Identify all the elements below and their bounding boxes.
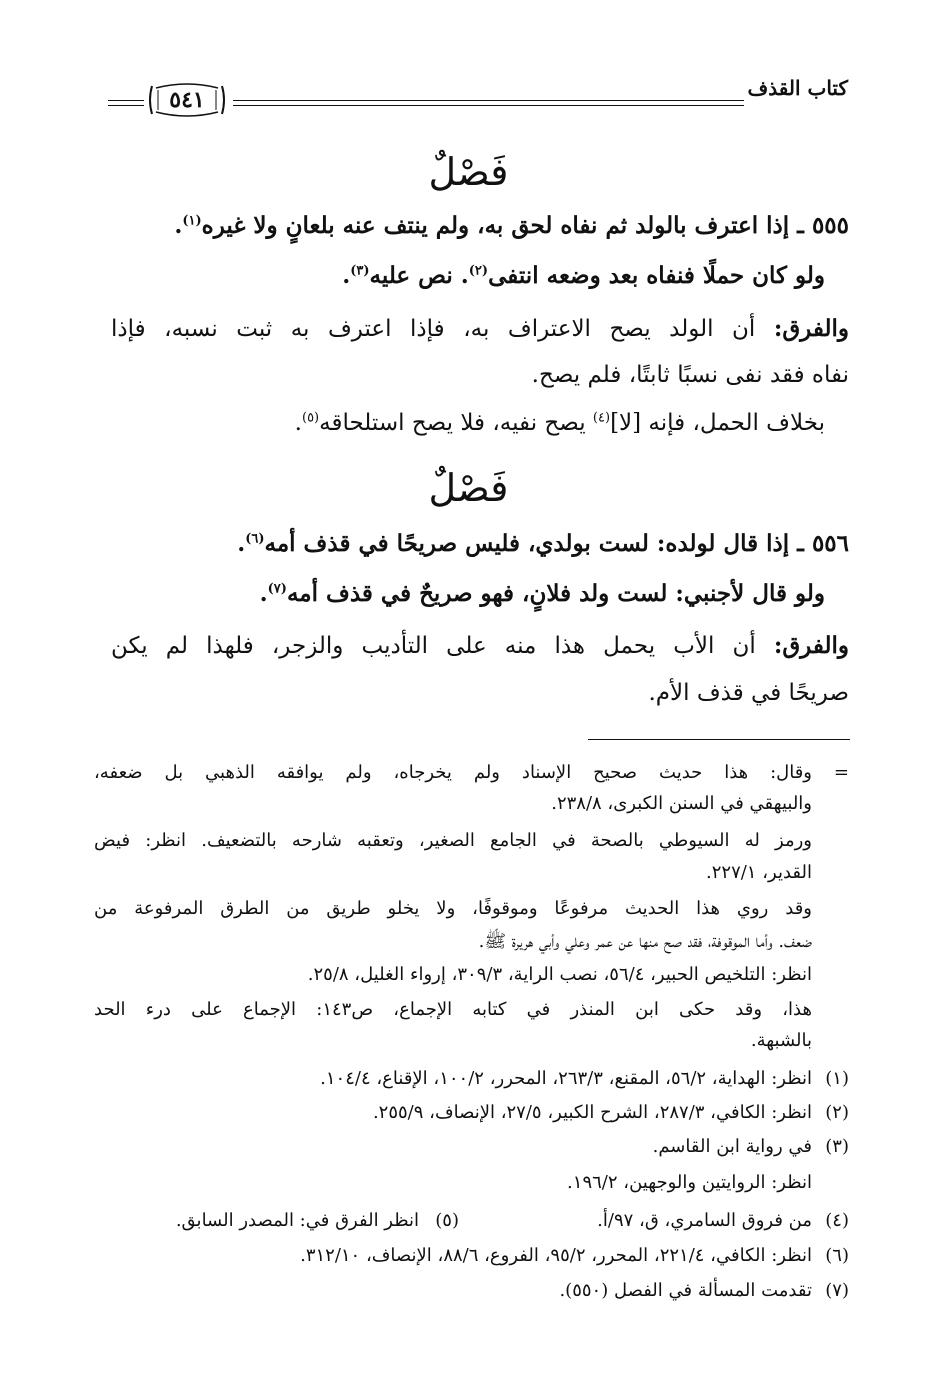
footnote-text: في رواية ابن القاسم. xyxy=(652,1136,812,1157)
footnote-number: (٢) xyxy=(825,1102,849,1123)
footnote-number: (٧) xyxy=(825,1280,849,1301)
difference-paragraph-line-3: بخلاف الحمل، فإنه [لا]$^{(٤)}$ يصح نفيه، فلا يصح استلحاقه$^{(٥)}$. xyxy=(294,410,825,436)
footnote-text: انظر: الكافي، ٢٨٧/٣، الشرح الكبير، ٢٧/٥، الإنصاف، ٢٥٥/٩. xyxy=(372,1102,812,1123)
header-rule-right xyxy=(233,100,744,101)
difference-paragraph-line-2: نفاه فقد نفى نسبًا ثابتًا، فلم يصح. xyxy=(531,362,849,388)
difference-paragraph-line-1: والفرق: أن الولد يصح الاعتراف به، فإذا اعترف به ثبت نسبه، فإذا xyxy=(111,315,849,342)
difference-paragraph-2-line-1: والفرق: أن الأب يحمل هذا منه على التأديب والزجر، فلهذا لم يكن xyxy=(111,632,849,659)
issue-555-line-1: ٥٥٥ ـ إذا اعترف بالولد ثم نفاه لحق به، ولم ينتف عنه بلعانٍ ولا غيره$^{(١)}$. xyxy=(174,212,849,239)
page-number-ornament xyxy=(146,82,228,118)
footnote-number: (٥) xyxy=(435,1210,459,1231)
book-title: كتاب القذف xyxy=(747,76,848,100)
footnote-continuation-line: والبيهقي في السنن الكبرى، ٢٣٨/٨. xyxy=(551,793,812,814)
issue-556-line-2: ولو قال لأجنبي: لست ولد فلانٍ، فهو صريحٌ في قذف أمه$^{(٧)}$. xyxy=(259,580,825,607)
section-heading-2: فَصْلٌ xyxy=(428,466,509,510)
footnote-text: من فروق السامري، ق، ٩٧/أ. xyxy=(597,1210,812,1231)
footnote-continuation-line: انظر: التلخيص الحبير، ٥٦/٤، نصب الراية، ٣٠٩/٣، إرواء الغليل، ٢٥/٨. xyxy=(307,964,812,985)
footnote-continuation-line: ضعف. وأما الموقوفة، فقد صح منها عن عمر وعلي وأبي هريرة ﷺ. xyxy=(478,931,812,952)
issue-555-line-2: ولو كان حملًا فنفاه بعد وضعه انتفى$^{(٢)}$. نص عليه$^{(٣)}$. xyxy=(342,262,825,289)
footnote-number: (٦) xyxy=(825,1245,849,1266)
footnote-text: انظر: الهداية، ٥٦/٢، المقنع، ٢٦٣/٣، المحرر، ١٠٠/٢، الإقناع، ١٠٤/٤. xyxy=(320,1068,812,1089)
footnote-text: انظر: الروايتين والوجهين، ١٩٦/٢. xyxy=(567,1172,812,1193)
footnote-text: تقدمت المسألة في الفصل (٥٥٠). xyxy=(559,1280,812,1301)
difference-paragraph-2-line-2: صريحًا في قذف الأم. xyxy=(648,680,849,706)
footnote-number: (١) xyxy=(825,1068,849,1089)
section-heading: فَصْلٌ xyxy=(428,150,509,194)
footnote-separator xyxy=(588,739,850,740)
issue-556-line-1: ٥٥٦ ـ إذا قال لولده: لست بولدي، فليس صريحًا في قذف أمه$^{(٦)}$. xyxy=(237,530,849,557)
footnote-continuation-line: وقد روي هذا الحديث مرفوعًا وموقوفًا، ولا يخلو طريق من الطرق المرفوعة من xyxy=(94,898,812,919)
footnote-continuation-line: ورمز له السيوطي بالصحة في الجامع الصغير، وتعقبه شارحه بالتضعيف. انظر: فيض xyxy=(94,830,812,851)
footnote-continuation-line: القدير، ٢٢٧/١. xyxy=(706,862,812,883)
continuation-marker: = xyxy=(833,762,849,783)
page-number: ٥٤١ xyxy=(169,87,205,113)
footnote-text: انظر: الكافي، ٢٢١/٤، المحرر، ٩٥/٢، الفروع، ٨٨/٦، الإنصاف، ٣١٢/١٠. xyxy=(300,1245,812,1266)
header-rule-left xyxy=(108,100,144,101)
header-rule-left-2 xyxy=(108,105,144,106)
header-rule-right-2 xyxy=(233,105,744,106)
running-header xyxy=(108,72,848,122)
footnote-text: انظر الفرق في: المصدر السابق. xyxy=(175,1210,419,1231)
footnote-number: (٤) xyxy=(825,1210,849,1231)
footnote-continuation-line: وقال: هذا حديث صحيح الإسناد ولم يخرجاه، ولم يوافقه الذهبي بل ضعفه، xyxy=(94,762,812,783)
footnote-continuation-line: بالشبهة. xyxy=(750,1030,812,1051)
footnote-number: (٣) xyxy=(825,1136,849,1157)
footnote-continuation-line: هذا، وقد حكى ابن المنذر في كتابه الإجماع، ص١٤٣: الإجماع على درء الحد xyxy=(94,999,812,1020)
